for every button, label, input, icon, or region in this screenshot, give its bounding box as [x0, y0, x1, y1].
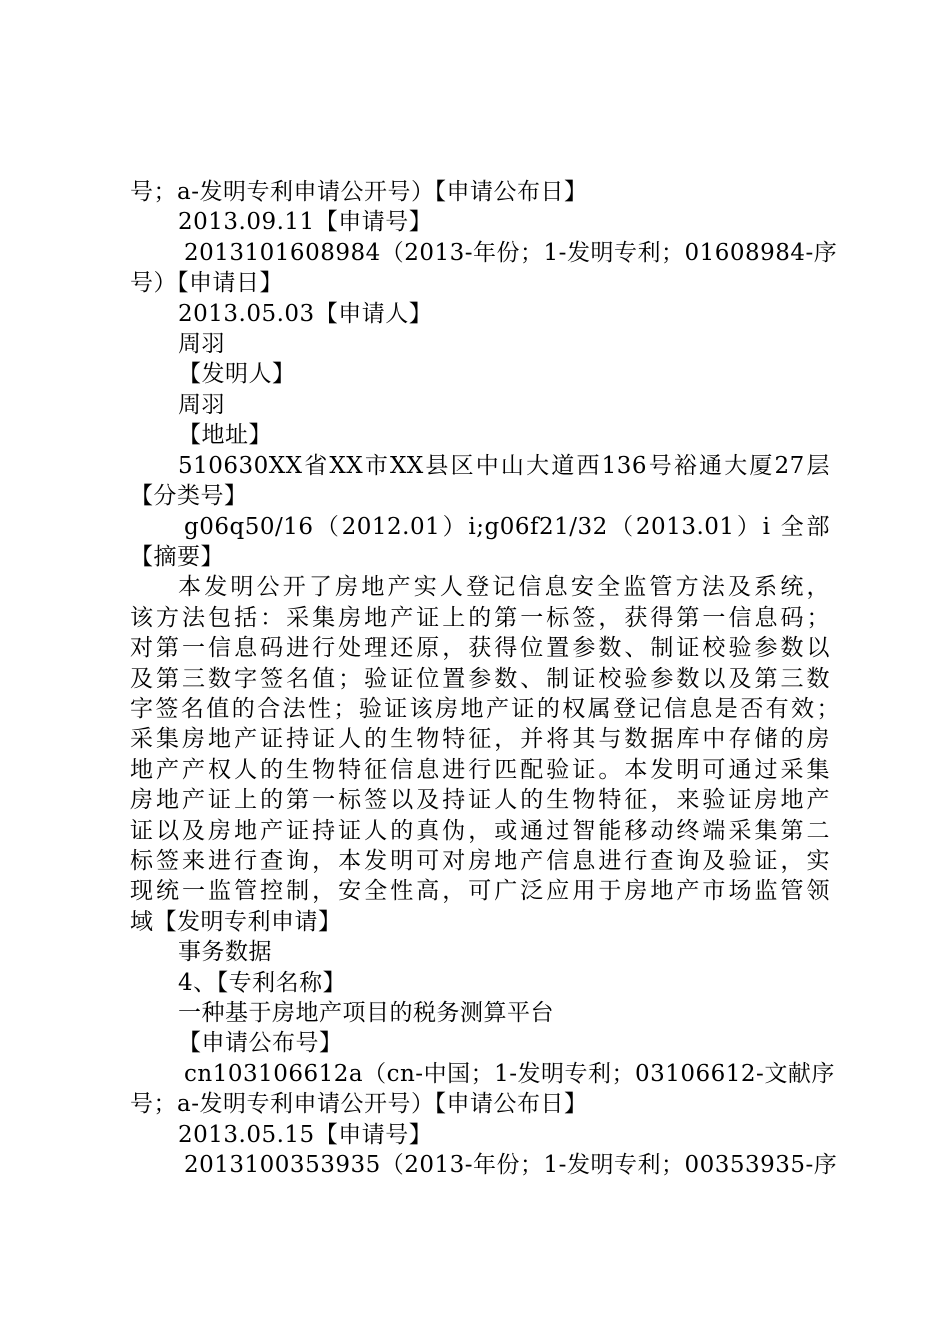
text-line: 周羽: [178, 331, 225, 357]
text-line: 周羽: [178, 392, 225, 418]
text-line: cn103106612a（cn-中国；1-发明专利；03106612-文献序: [184, 1061, 835, 1087]
text-line: 字签名值的合法性；验证该房地产证的权属登记信息是否有效；: [130, 696, 840, 722]
text-line: 号；a-发明专利申请公开号）【申请公布日】: [130, 179, 588, 205]
text-line: g06q50/16（2012.01）i;g06f21/32（2013.01）i 全部: [184, 514, 830, 540]
text-line: 【申请公布号】: [178, 1030, 343, 1056]
text-line: 证以及房地产证持证人的真伪，或通过智能移动终端采集第二: [130, 818, 830, 844]
text-line: 2013100353935（2013-年份；1-发明专利；00353935-序: [184, 1152, 838, 1178]
text-line: 域【发明专利申请】: [130, 909, 342, 935]
text-line: 【发明人】: [178, 361, 296, 387]
text-line: 采集房地产证持证人的生物特征，并将其与数据库中存储的房: [130, 726, 830, 752]
text-line: 2013.09.11【申请号】: [178, 209, 433, 235]
text-line: 本发明公开了房地产实人登记信息安全监管方法及系统，: [178, 574, 830, 600]
text-line: 一种基于房地产项目的税务测算平台: [178, 1000, 554, 1026]
text-line: 【地址】: [178, 422, 272, 448]
text-line: 2013101608984（2013-年份；1-发明专利；01608984-序: [184, 240, 838, 266]
text-line: 事务数据: [178, 939, 272, 965]
text-line: 号）【申请日】: [130, 270, 283, 296]
text-line: 及第三数字签名值；验证位置参数、制证校验参数以及第三数: [130, 666, 830, 692]
text-line: 【分类号】: [130, 483, 248, 509]
text-line: 地产产权人的生物特征信息进行匹配验证。本发明可通过采集: [130, 757, 830, 783]
text-line: 4、【专利名称】: [178, 970, 347, 996]
text-line: 对第一信息码进行处理还原，获得位置参数、制证校验参数以: [130, 635, 830, 661]
text-line: 房地产证上的第一标签以及持证人的生物特征，来验证房地产: [130, 787, 830, 813]
text-line: 现统一监管控制，安全性高，可广泛应用于房地产市场监管领: [130, 878, 830, 904]
text-line: 2013.05.03【申请人】: [178, 301, 433, 327]
text-line: 该方法包括：采集房地产证上的第一标签，获得第一信息码；: [130, 605, 830, 631]
text-line: 标签来进行查询，本发明可对房地产信息进行查询及验证，实: [130, 848, 830, 874]
text-line: 2013.05.15【申请号】: [178, 1122, 433, 1148]
text-line: 号；a-发明专利申请公开号）【申请公布日】: [130, 1091, 588, 1117]
text-line: 【摘要】: [130, 544, 224, 570]
text-line: 510630XX省XX市XX县区中山大道西136号裕通大厦27层: [178, 453, 830, 479]
